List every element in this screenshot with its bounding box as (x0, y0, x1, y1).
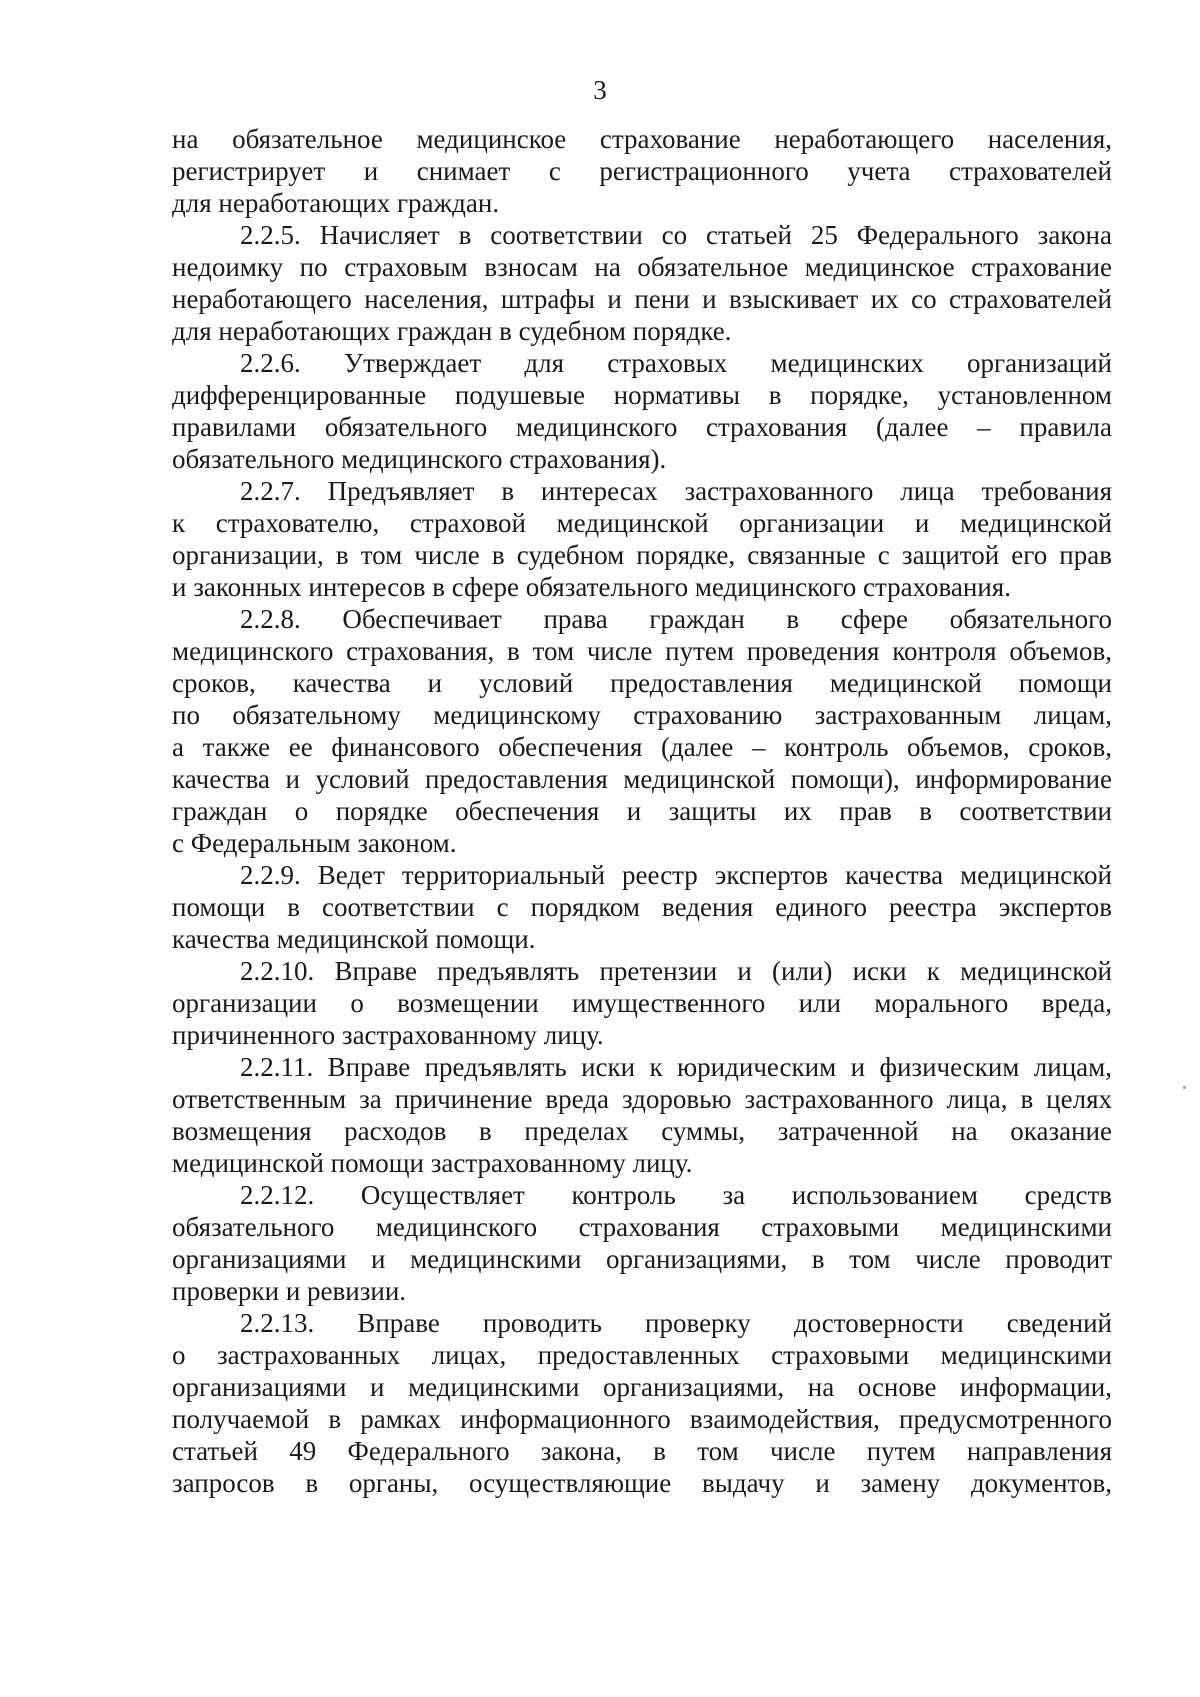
text-line: граждан о порядке обеспечения и защиты их прав в соответствии (172, 796, 1112, 826)
text-line: регистрирует и снимает с регистрационного учета страхователей (172, 156, 1112, 186)
text-line: дифференцированные подушевые нормативы в порядке, установленном (172, 380, 1112, 410)
text-line: сроков, качества и условий предоставления медицинской помощи (172, 668, 1112, 698)
scan-speck (1183, 1086, 1186, 1089)
paragraph-2-2-9-start: 2.2.9. Ведет территориальный реестр экспертов качества медицинской (240, 860, 1112, 890)
text-line: организации, в том числе в судебном порядке, связанные с защитой его прав (172, 540, 1112, 570)
text-line: обязательного медицинского страхования страховыми медицинскими (172, 1212, 1112, 1242)
text-line: о застрахованных лицах, предоставленных страховыми медицинскими (172, 1340, 1112, 1370)
text-line: недоимку по страховым взносам на обязательное медицинское страхование (172, 252, 1112, 282)
text-line: медицинского страхования, в том числе путем проведения контроля объемов, (172, 636, 1112, 666)
paragraph-2-2-10-start: 2.2.10. Вправе предъявлять претензии и (или) иски к медицинской (240, 956, 1112, 986)
paragraph-2-2-6-start: 2.2.6. Утверждает для страховых медицинских организаций (240, 348, 1112, 378)
page-number: 3 (593, 75, 607, 105)
paragraph-2-2-12-start: 2.2.12. Осуществляет контроль за использованием средств (240, 1180, 1112, 1210)
text-line: обязательного медицинского страхования). (172, 444, 667, 474)
text-line: качества медицинской помощи. (172, 924, 536, 954)
text-line: а также ее финансового обеспечения (далее – контроль объемов, сроков, (172, 732, 1112, 762)
paragraph-2-2-11-start: 2.2.11. Вправе предъявлять иски к юридическим и физическим лицам, (240, 1052, 1112, 1082)
text-line: по обязательному медицинскому страхованию застрахованным лицам, (172, 700, 1112, 730)
text-line: и законных интересов в сфере обязательного медицинского страхования. (172, 572, 1011, 602)
text-line: качества и условий предоставления медицинской помощи), информирование (172, 764, 1112, 794)
paragraph-2-2-5-start: 2.2.5. Начисляет в соответствии со статьей 25 Федерального закона (240, 220, 1112, 250)
text-line: к страхователю, страховой медицинской организации и медицинской (172, 508, 1112, 538)
text-line: на обязательное медицинское страхование неработающего населения, (172, 124, 1112, 154)
text-line: проверки и ревизии. (172, 1276, 407, 1306)
paragraph-2-2-13-start: 2.2.13. Вправе проводить проверку достоверности сведений (240, 1308, 1112, 1338)
text-line: для неработающих граждан в судебном порядке. (172, 316, 732, 346)
text-line: для неработающих граждан. (172, 188, 500, 218)
text-line: правилами обязательного медицинского страхования (далее – правила (172, 412, 1112, 442)
text-line: статьей 49 Федерального закона, в том числе путем направления (172, 1436, 1112, 1466)
text-line: неработающего населения, штрафы и пени и взыскивает их со страхователей (172, 284, 1112, 314)
text-line: организации о возмещении имущественного или морального вреда, (172, 988, 1112, 1018)
text-line: запросов в органы, осуществляющие выдачу и замену документов, (172, 1468, 1112, 1498)
text-line: медицинской помощи застрахованному лицу. (172, 1148, 693, 1178)
paragraph-2-2-7-start: 2.2.7. Предъявляет в интересах застрахованного лица требования (240, 476, 1112, 506)
text-line: возмещения расходов в пределах суммы, затраченной на оказание (172, 1116, 1112, 1146)
text-line: получаемой в рамках информационного взаимодействия, предусмотренного (172, 1404, 1112, 1434)
text-line: помощи в соответствии с порядком ведения единого реестра экспертов (172, 892, 1112, 922)
text-line: ответственным за причинение вреда здоровью застрахованного лица, в целях (172, 1084, 1112, 1114)
paragraph-2-2-8-start: 2.2.8. Обеспечивает права граждан в сфере обязательного (240, 604, 1112, 634)
text-line: с Федеральным законом. (172, 828, 457, 858)
text-line: организациями и медицинскими организациями, на основе информации, (172, 1372, 1112, 1402)
text-line: причиненного застрахованному лицу. (172, 1020, 604, 1050)
text-line: организациями и медицинскими организациями, в том числе проводит (172, 1244, 1112, 1274)
